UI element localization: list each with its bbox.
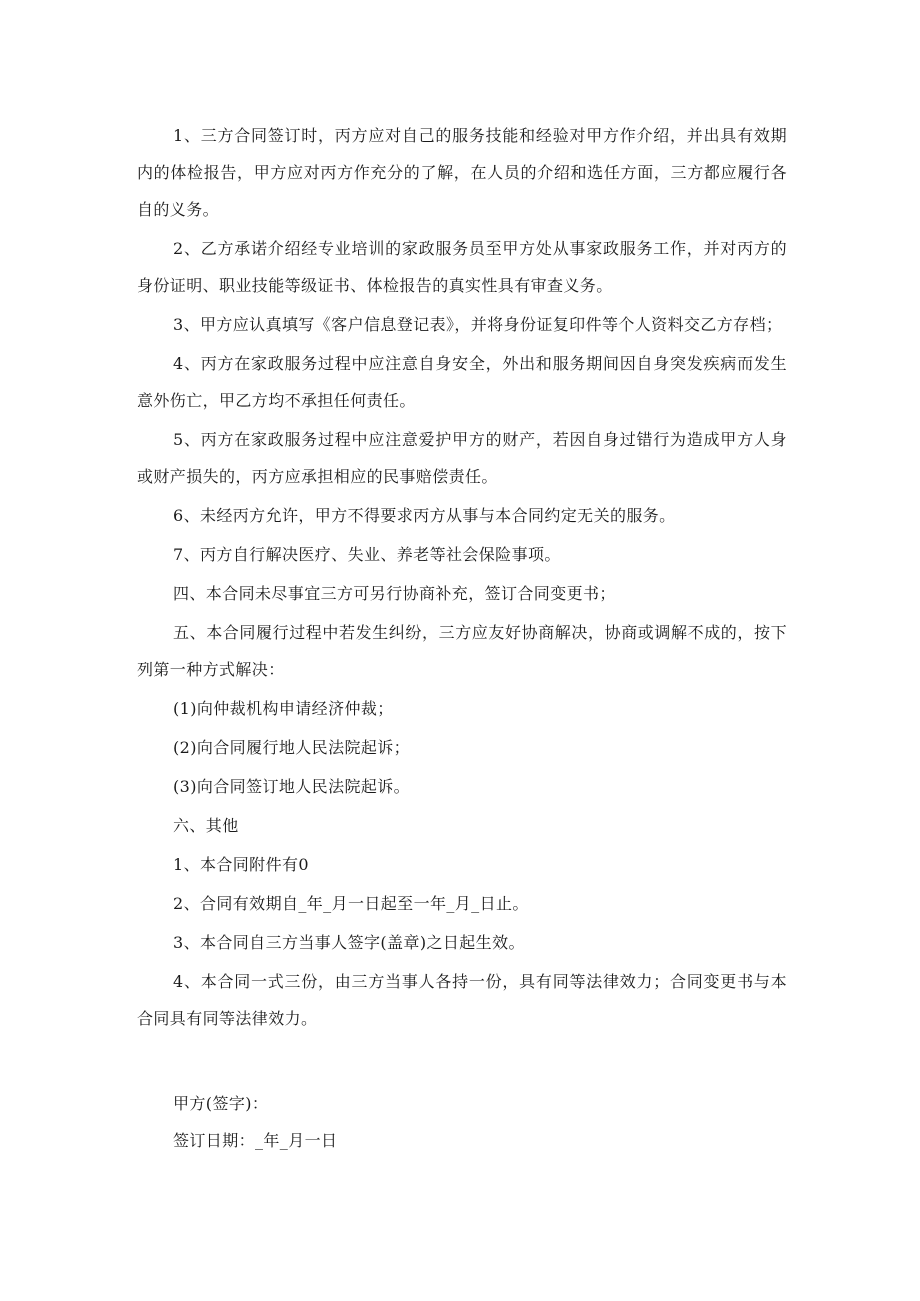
clause-5: 5、丙方在家政服务过程中应注意爱护甲方的财产，若因自身过错行为造成甲方人身或财产损失的，丙方应承担相应的民事赔偿责任。 xyxy=(137,430,787,486)
clause-7: 7、丙方自行解决医疗、失业、养老等社会保险事项。 xyxy=(173,545,561,564)
dispute-option-3: (3)向合同签订地人民法院起诉。 xyxy=(173,777,411,796)
other-2: 2、合同有效期自_年_月一日起至一年_月_日止。 xyxy=(173,894,529,913)
clause-1: 1、三方合同签订时，丙方应对自己的服务技能和经验对甲方作介绍，并出具有效期内的体检报告，甲方应对丙方作充分的了解，在人员的介绍和选任方面，三方都应履行各自的义务。 xyxy=(137,126,787,219)
other-1: 1、本合同附件有0 xyxy=(173,855,309,874)
dispute-option-1: (1)向仲裁机构申请经济仲裁； xyxy=(173,699,394,718)
section-6-heading: 六、其他 xyxy=(173,816,239,835)
other-3: 3、本合同自三方当事人签字(盖章)之日起生效。 xyxy=(173,933,525,952)
dispute-option-2: (2)向合同履行地人民法院起诉； xyxy=(173,738,411,757)
section-5: 五、本合同履行过程中若发生纠纷，三方应友好协商解决，协商或调解不成的，按下列第一种方式解决： xyxy=(137,623,787,679)
contract-body xyxy=(137,117,787,1039)
party-a-signature: 甲方(签字)： xyxy=(173,1094,269,1113)
other-4: 4、本合同一式三份，由三方当事人各持一份，具有同等法律效力；合同变更书与本合同具有同等法律效力。 xyxy=(137,972,787,1028)
clause-3: 3、甲方应认真填写《客户信息登记表》，并将身份证复印件等个人资料交乙方存档； xyxy=(173,315,783,334)
sign-date: 签订日期：_年_月一日 xyxy=(173,1131,338,1150)
section-4: 四、本合同未尽事宜三方可另行协商补充，签订合同变更书； xyxy=(173,584,616,603)
clause-6: 6、未经丙方允许，甲方不得要求丙方从事与本合同约定无关的服务。 xyxy=(173,506,676,525)
clause-2: 2、乙方承诺介绍经专业培训的家政服务员至甲方处从事家政服务工作，并对丙方的身份证明、职业技能等级证书、体检报告的真实性具有审查义务。 xyxy=(137,239,787,295)
clause-4: 4、丙方在家政服务过程中应注意自身安全，外出和服务期间因自身突发疾病而发生意外伤亡，甲乙方均不承担任何责任。 xyxy=(137,354,787,410)
